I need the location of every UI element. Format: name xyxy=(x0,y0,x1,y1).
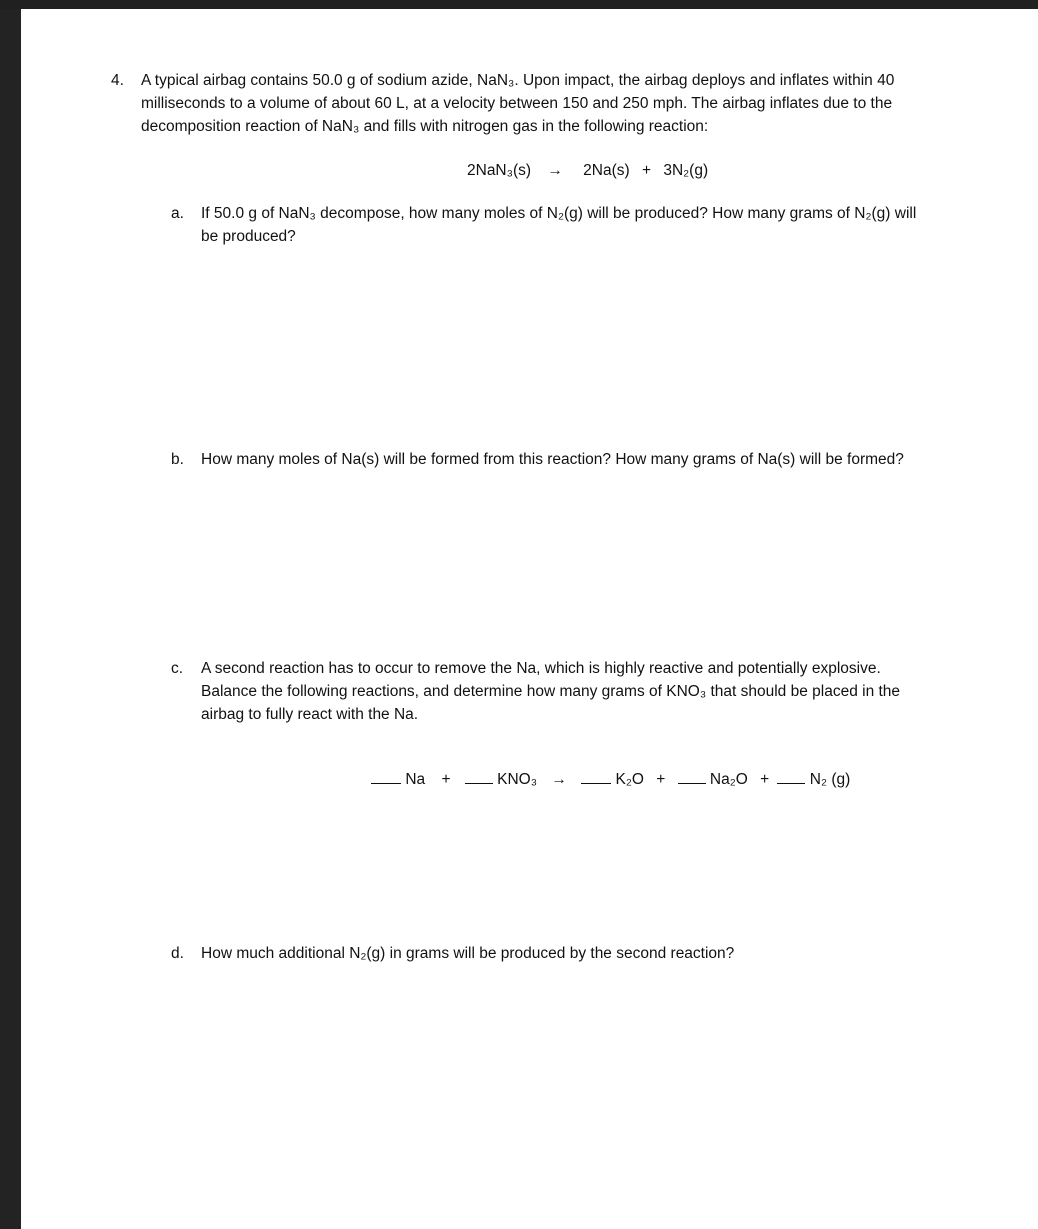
top-border xyxy=(0,0,1038,9)
coefficient-blank-na[interactable] xyxy=(371,767,401,784)
left-border xyxy=(0,9,21,1229)
eq-n2: N₂ (g) xyxy=(809,771,851,788)
part-b-label: b. xyxy=(171,451,184,468)
eq-na2o: Na₂O xyxy=(709,771,748,788)
eq-plus-3: + xyxy=(760,771,770,788)
question-text-line-2: milliseconds to a volume of about 60 L, at a velocity between 150 and 250 mph. The airbag inflates due to the xyxy=(141,95,893,112)
coefficient-blank-n2[interactable] xyxy=(777,767,805,784)
part-d-line-1: How much additional N₂(g) in grams will be produced by the second reaction? xyxy=(201,945,735,962)
part-c-line-1: A second reaction has to occur to remove the Na, which is highly reactive and potentially explosive. xyxy=(201,660,881,677)
eq-plus-2: + xyxy=(656,771,666,788)
question-text-line-1: A typical airbag contains 50.0 g of sodium azide, NaN₃. Upon impact, the airbag deploys and inflates within 40 xyxy=(141,72,895,89)
question-text-line-3: decomposition reaction of NaN₃ and fills with nitrogen gas in the following reaction: xyxy=(141,118,709,135)
equation-reactant: 2NaN₃(s) xyxy=(467,162,532,179)
decomposition-equation xyxy=(467,159,708,182)
equation-plus: + xyxy=(641,162,652,179)
coefficient-blank-na2o[interactable] xyxy=(678,767,706,784)
part-a-label: a. xyxy=(171,205,184,222)
part-a-line-1: If 50.0 g of NaN₃ decompose, how many moles of N₂(g) will be produced? How many grams of N₂(g) will xyxy=(201,205,917,222)
eq-k2o: K₂O xyxy=(615,771,644,788)
part-a-line-2: be produced? xyxy=(201,228,296,245)
eq-na: Na xyxy=(405,771,426,788)
part-c-line-2: Balance the following reactions, and determine how many grams of KNO₃ that should be placed in the xyxy=(201,683,901,700)
document-page xyxy=(21,9,1038,1229)
coefficient-blank-k2o[interactable] xyxy=(581,767,611,784)
part-d-label: d. xyxy=(171,945,184,962)
reaction-arrow: → xyxy=(547,162,563,179)
question-number: 4. xyxy=(111,72,124,89)
balance-equation xyxy=(371,767,850,791)
eq-arrow: → xyxy=(551,771,567,788)
part-c-label: c. xyxy=(171,660,184,677)
equation-product-2: 3N₂(g) xyxy=(663,162,709,179)
eq-kno3: KNO₃ xyxy=(497,771,538,788)
part-b-line-1: How many moles of Na(s) will be formed from this reaction? How many grams of Na(s) will be formed? xyxy=(201,451,904,468)
part-c-line-3: airbag to fully react with the Na. xyxy=(201,706,419,723)
coefficient-blank-kno3[interactable] xyxy=(465,767,493,784)
eq-plus-1: + xyxy=(441,771,451,788)
equation-product-1: 2Na(s) xyxy=(583,162,630,179)
